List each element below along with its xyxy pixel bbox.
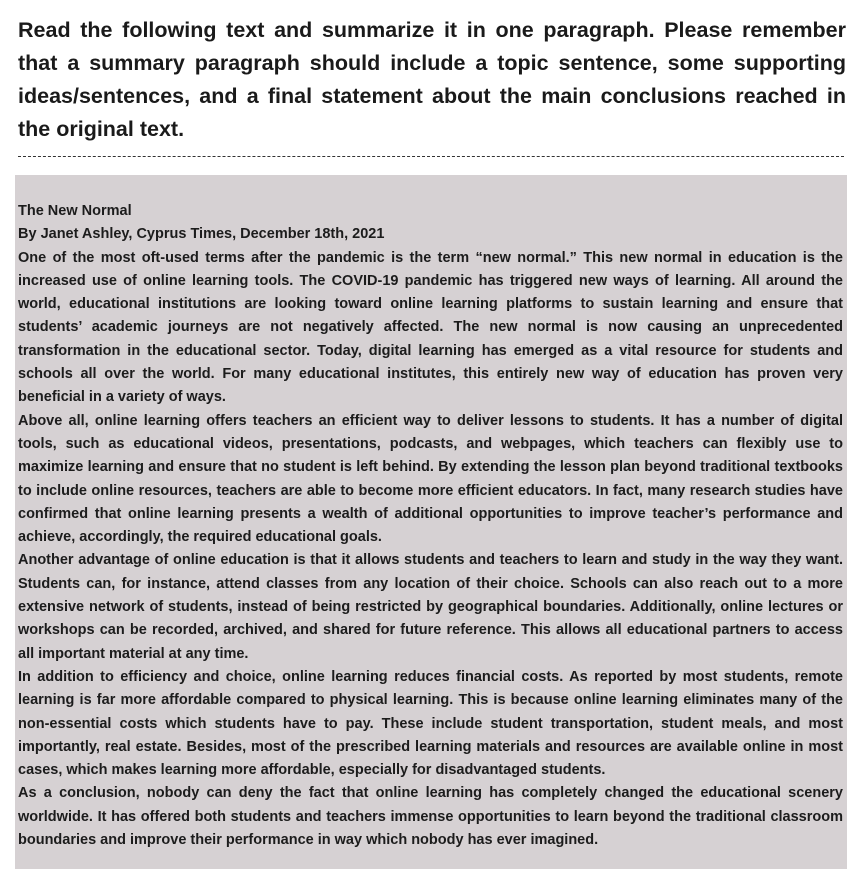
instruction-text: Read the following text and summarize it in one paragraph. Please remember that a summary paragraph should include a topic sentence, some supporting ideas/sentences, and a final statement about the main conclusions reached in the original text.	[18, 18, 846, 141]
article-byline: By Janet Ashley, Cyprus Times, December 18th, 2021	[18, 226, 385, 243]
article-title: The New Normal	[18, 203, 132, 219]
article-paragraph-5: As a conclusion, nobody can deny the fact that online learning has completely changed the educational scenery worldwide. It has offered both students and teachers immense opportunities to learn beyond the traditional classroom boundaries and improve their performance in way which nobody has ever imagined.	[18, 785, 843, 849]
article-box	[15, 175, 847, 869]
article-paragraph-4: In addition to efficiency and choice, online learning reduces financial costs. As reported by most students, remote learning is far more affordable compared to physical learning. This is because online learning eliminates many of the non-essential costs which students have to pay. These include student transportation, student meals, and most importantly, real estate. Besides, most of the prescribed learning materials and resources are available online in most cases, which makes learning more affordable, especially for disadvantaged students.	[18, 668, 843, 779]
article-paragraph-1: One of the most oft-used terms after the pandemic is the term “new normal.” This new normal in education is the increased use of online learning tools. The COVID-19 pandemic has triggered new ways of learning. All around the world, educational institutions are looking toward online learning platforms to sustain learning and ensure that students’ academic journeys are not negatively affected. The new normal is now causing an unprecedented transformation in the educational sector. Today, digital learning has emerged as a vital resource for students and schools all over the world. For many educational institutes, this entirely new way of education has proven very beneficial in a variety of ways.	[18, 249, 843, 406]
article-paragraph-2: Above all, online learning offers teachers an efficient way to deliver lessons to students. It has a number of digital tools, such as educational videos, presentations, podcasts, and webpages, which teachers can flexibly use to maximize learning and ensure that no student is left behind. By extending the lesson plan beyond traditional textbooks to include online resources, teachers are able to become more efficient educators. In fact, many research studies have confirmed that online learning presents a wealth of additional opportunities to improve teacher’s performance and achieve, accordingly, the required educational goals.	[18, 412, 843, 546]
dashed-divider	[18, 156, 844, 157]
article-paragraph-3: Another advantage of online education is that it allows students and teachers to learn and study in the way they want. Students can, for instance, attend classes from any location of their choice. Schools can also reach out to a more extensive network of students, instead of being restricted by geographical boundaries. Additionally, online lectures or workshops can be recorded, archived, and shared for future reference. This allows all educational partners to access all important material at any time.	[18, 552, 843, 662]
